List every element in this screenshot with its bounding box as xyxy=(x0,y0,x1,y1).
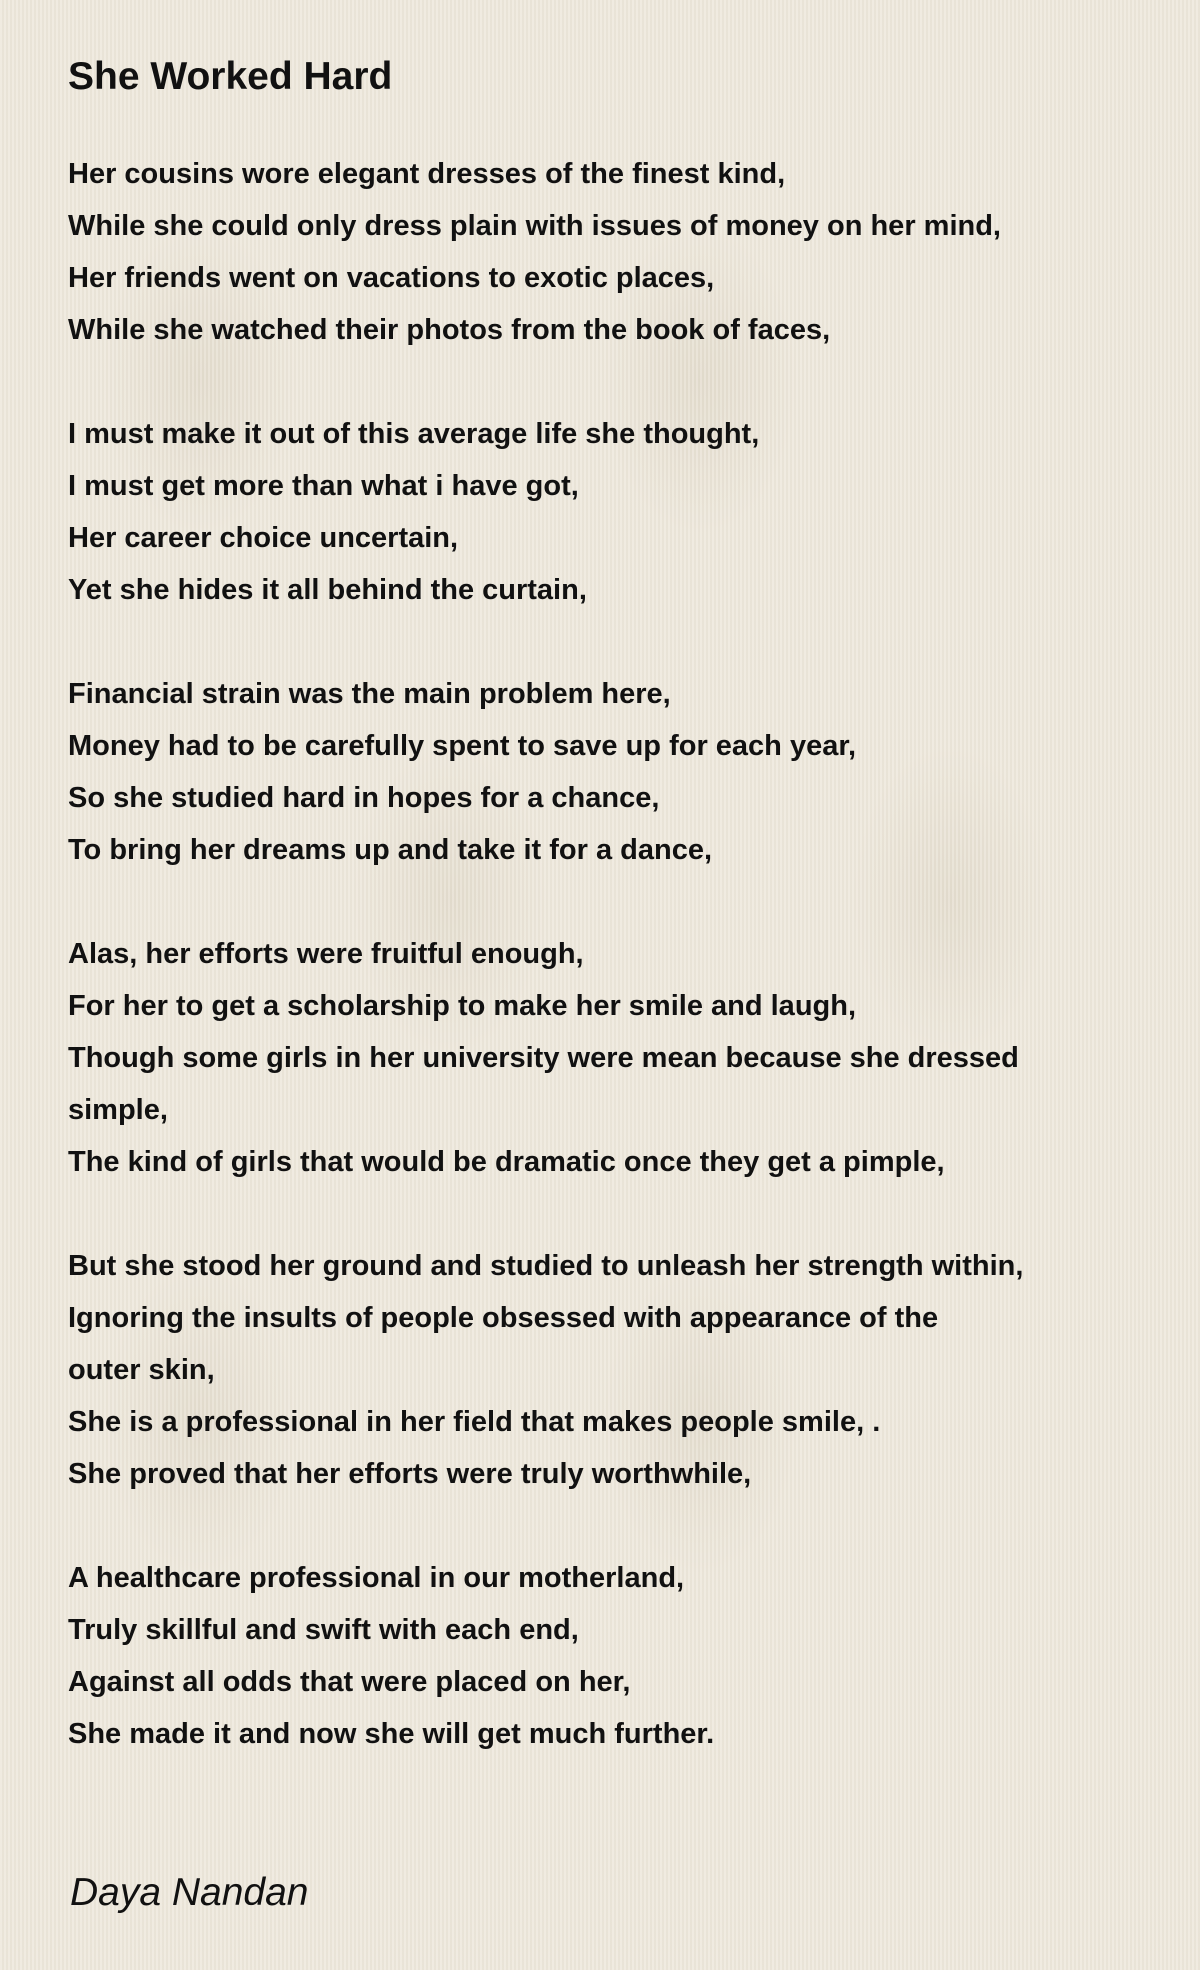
poem-stanza xyxy=(68,1552,1148,1760)
poem-line: She proved that her efforts were truly worthwhile, xyxy=(68,1458,752,1490)
poem-line: Truly skillful and swift with each end, xyxy=(68,1614,579,1646)
poem-line: Yet she hides it all behind the curtain, xyxy=(68,574,587,606)
poem-title: She Worked Hard xyxy=(68,55,393,98)
poem-body xyxy=(68,148,1148,1812)
poem-line: While she watched their photos from the book of faces, xyxy=(68,314,831,346)
poem-line: Her cousins wore elegant dresses of the finest kind, xyxy=(68,158,786,190)
poem-line: But she stood her ground and studied to unleash her strength within, xyxy=(68,1250,1024,1282)
poem-line: Alas, her efforts were fruitful enough, xyxy=(68,938,584,970)
poem-line: So she studied hard in hopes for a chance, xyxy=(68,782,660,814)
poem-line: Against all odds that were placed on her, xyxy=(68,1666,631,1698)
poem-stanza xyxy=(68,148,1148,356)
poem-line: For her to get a scholarship to make her smile and laugh, xyxy=(68,990,857,1022)
poem-line: To bring her dreams up and take it for a dance, xyxy=(68,834,713,866)
poem-line: Financial strain was the main problem here, xyxy=(68,678,671,710)
poem-stanza xyxy=(68,668,1148,876)
poem-line: Money had to be carefully spent to save up for each year, xyxy=(68,730,857,762)
poem-stanza xyxy=(68,1240,1148,1500)
poem-line: outer skin, xyxy=(68,1354,215,1386)
poem-stanza xyxy=(68,408,1148,616)
poem-line: The kind of girls that would be dramatic once they get a pimple, xyxy=(68,1146,945,1178)
poem-line: I must get more than what i have got, xyxy=(68,470,579,502)
poem-line: She made it and now she will get much further. xyxy=(68,1718,715,1750)
poem-line: Ignoring the insults of people obsessed with appearance of the xyxy=(68,1302,939,1334)
poem-line: Her career choice uncertain, xyxy=(68,522,459,554)
poem-stanza xyxy=(68,928,1148,1188)
poem-line: A healthcare professional in our motherland, xyxy=(68,1562,685,1594)
poem-line: She is a professional in her field that makes people smile, . xyxy=(68,1406,881,1438)
poem-line: Her friends went on vacations to exotic places, xyxy=(68,262,715,294)
poem-line: Though some girls in her university were mean because she dressed xyxy=(68,1042,1019,1074)
poem-line: I must make it out of this average life she thought, xyxy=(68,418,760,450)
poem-author: Daya Nandan xyxy=(70,1871,309,1914)
poem-line: While she could only dress plain with issues of money on her mind, xyxy=(68,210,1001,242)
poem-line: simple, xyxy=(68,1094,168,1126)
